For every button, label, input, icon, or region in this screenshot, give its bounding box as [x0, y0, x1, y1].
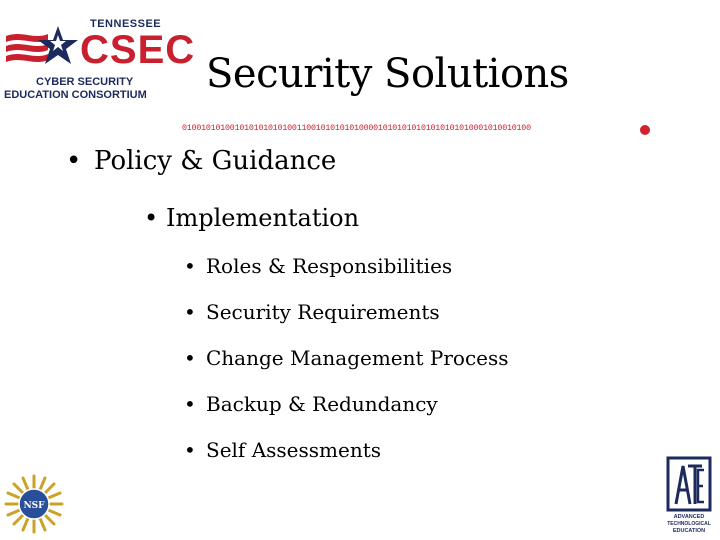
binary-divider: 0100101010010101010101001100101010101000010101010101010101010001010010100: [182, 124, 531, 133]
bullet-level3-item: [184, 252, 452, 280]
bullet-text: Change Management Process: [206, 346, 509, 370]
ate-logo-line2: TECHNOLOGICAL: [667, 521, 711, 527]
bullet-level3-item: [184, 298, 440, 326]
bullet-marker: •: [184, 392, 196, 416]
bullet-marker: •: [66, 146, 82, 176]
bullet-marker: •: [184, 438, 196, 462]
bullet-text: Self Assessments: [206, 438, 382, 462]
slide-title: Security Solutions: [206, 51, 569, 97]
bullet-marker: •: [184, 346, 196, 370]
bullet-text: Security Requirements: [206, 300, 440, 324]
bullet-text: Backup & Redundancy: [206, 392, 438, 416]
bullet-text: Roles & Responsibilities: [206, 254, 453, 278]
nsf-logo: [4, 474, 64, 534]
bullet-text: Implementation: [166, 204, 360, 232]
bullet-level3-item: [184, 390, 438, 418]
bullet-marker: •: [184, 300, 196, 324]
ate-logo: [664, 456, 714, 536]
bullet-level2: [144, 202, 359, 234]
divider-dot: [640, 125, 650, 135]
logo-line-csec: CSEC: [80, 28, 196, 72]
logo-line-cyber-security: CYBER SECURITY: [36, 76, 134, 88]
bullet-level1: [66, 144, 336, 178]
flag-star-icon: [4, 26, 80, 78]
bullet-marker: •: [184, 254, 196, 278]
ate-logo-line1: ADVANCED: [673, 514, 705, 520]
bullet-level3-item: [184, 436, 381, 464]
logo-line-education-consortium: EDUCATION CONSORTIUM: [4, 89, 147, 101]
logo-line-tennessee: TENNESSEE: [90, 18, 162, 30]
bullet-text: Policy & Guidance: [94, 146, 337, 176]
bullet-level3-item: [184, 344, 509, 372]
bullet-marker: •: [144, 204, 159, 232]
tennessee-csec-logo: [4, 18, 196, 106]
ate-logo-line3: EDUCATION: [672, 528, 706, 534]
nsf-logo-text: NSF: [23, 501, 45, 511]
